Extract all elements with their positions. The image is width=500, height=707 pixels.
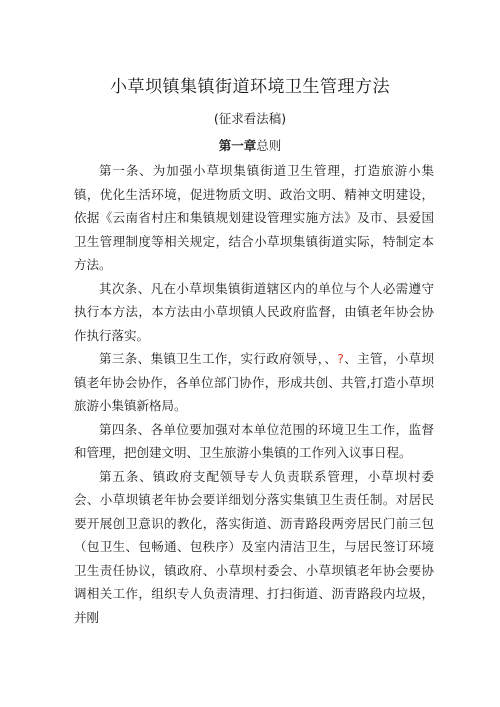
article-3-text-after: 、主管，小草坝镇老年协会协作，各单位部门协作，形成共创、共管,打造小草坝旅游小集镇新格局。 <box>74 351 434 413</box>
article-4: 第四条、各单位要加强对本单位范围的环境卫生工作，监督和管理，把创建文明、卫生旅游小集镇的工作列入议事日程。 <box>74 421 434 460</box>
chapter-heading <box>0 136 500 154</box>
article-2: 其次条、凡在小草坝集镇街道辖区内的单位与个人必需遵守执行本方法，本方法由小草坝镇人民政府监督，由镇老年协会协作执行落实。 <box>74 280 434 343</box>
article-5: 第五条、镇政府支配领导专人负责联系管理，小草坝村委会、小草坝镇老年协会要详细划分落实集镇卫生责任制。对居民要开展创卫意识的教化，落实街道、沥青路段两旁居民门前三包（包卫生、包畅通、包秩序）及室内清洁卫生，与居民签订环境卫生责任协议，镇政府、小草坝村委会、小草坝镇老年协会要协调相关工作，组织专人负责清理、打扫街道、沥青路段内垃圾，并刚 <box>74 468 434 625</box>
chapter-number: 第一章 <box>218 138 257 153</box>
article-3-text-before: 第三条、集镇卫生工作，实行政府领导，、 <box>99 351 338 366</box>
article-3 <box>74 347 434 418</box>
question-mark-glyph: ? <box>337 351 344 366</box>
document-body <box>74 159 434 629</box>
article-1: 第一条、为加强小草坝集镇街道卫生管理，打造旅游小集镇，优化生活环境，促进物质文明、政治文明、精神文明建设，依据《云南省村庄和集镇规划建设管理实施方法》及市、县爱国卫生管理制度等相关规定，结合小草坝集镇街道实际，特制定本方法。 <box>74 163 434 272</box>
chapter-name: 总则 <box>256 138 282 153</box>
document-subtitle: (征求看法稿) <box>213 111 287 126</box>
document-title: 小草坝镇集镇街道环境卫生管理方法 <box>110 77 390 97</box>
